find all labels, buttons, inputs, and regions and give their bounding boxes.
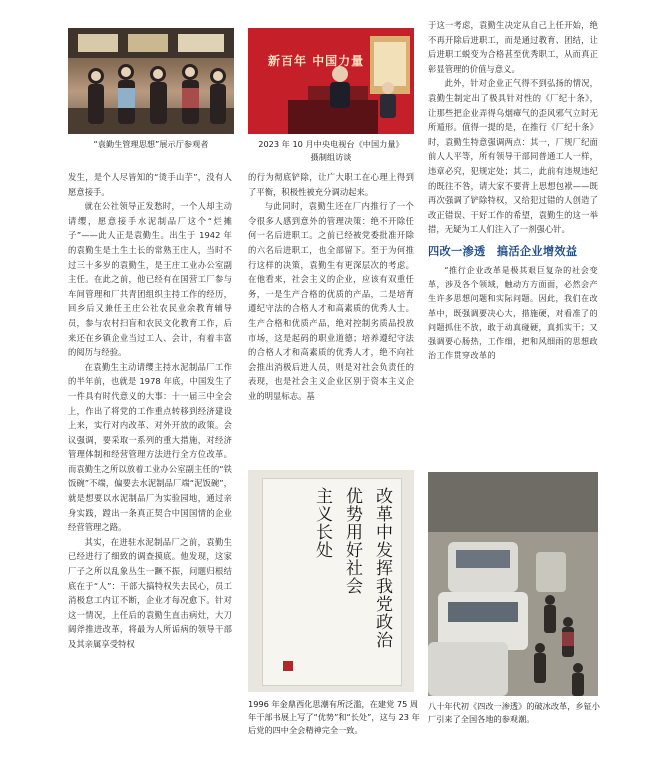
text-column-2 <box>248 170 414 404</box>
tv-banner-text: 新百年 中国力量 <box>268 54 365 68</box>
col1-paragraph-3: 在袁勤生主动请缨主持水泥制品厂工作的半年前，也就是 1978 年底，中国发生了一件具有时代意义的大事：十一届三中全会上，作出了将党的工作重点转移到经济建设上来，实行对内改革、对外开放的政策。会议强调，要采取一系列的重大措施，对经济管理体制和经营管理方法进行全方位改革。而袁勤生之所以放着工业办公室副主任的“铁饭碗”不端，偏要去水泥制品厂端“泥饭碗”，就是想要以水泥制品厂为实验园地，通过亲身实践，蹚出一条真正契合中国国情的企业经营管理之路。 <box>68 361 232 533</box>
col1-paragraph-1: 发生，是个人尽皆知的“烫手山芋”，没有人愿意接手。 <box>68 172 232 197</box>
col2-paragraph-2: 与此同时，袁勤生还在厂内推行了一个令很多人感到意外的管理决策：绝不开除任何一名后进职工。之前已经被党委批准开除的六名后进职工，也全部留下。至于为何推行这样的决策，袁勤生有更深层次的考虑。在他看来，社会主义的企业，应该有双重任务，一是生产合格的优质的产品，二是培育遵纪守法的合格人才和高素质的优秀人士。生产合格和优质产品，绝对控制劣质品投放市场，这是起码的职业道德；培养遵纪守法的合格人才和高素质的优秀人才，绝不向社会推出消极后进人员，则是对社会负责任的表现，也是社会主义企业区别于资本主义企业的明显标志。基 <box>248 201 414 401</box>
tv-caption-line1: 2023 年 10 月中央电视台《中国力量》 <box>258 139 404 149</box>
col3-paragraph-2: 此外，针对企业正气得不到弘扬的情况，袁勤生制定出了极具针对性的《厂纪十条》，让那些把企业弄得乌烟瘴气的歪风邪气立时无所遁形。值得一提的是，在推行《厂纪十条》时，袁勤生特意强调两点：其一，厂规厂纪面前人人平等，所有领导干部同普通工人一样，违章必究，犯规定处；其二，此前有违规违纪的既往不咎，请大家不要背上思想包袱——既再次强调了铲除特权，又给犯过错的人创造了改正错误、干好工作的希望，袁勤生的这一举措，无疑为工人们注入了一剂强心针。 <box>428 78 598 235</box>
tv-caption-line2: 摄制组访谈 <box>310 152 352 162</box>
exhibition-photo-caption: “袁勤生管理思想”展示厅参观者 <box>93 139 209 149</box>
calligraphy-column-2: 优势用好社会 <box>342 487 362 595</box>
tv-interview-photo <box>248 28 414 134</box>
col1-paragraph-2: 就在公社领导正发愁时，一个人却主动请缨，愿意接手水泥制品厂这个“烂摊子”——此人正是袁勤生。出生于 1942 年的袁勤生是土生土长的常熟王庄人，当时不过三十多岁的袁勤生，是王庄工业办公室副主任。在此之前，他已经有在国营工厂参与车间管理和厂共青团组织主持工作的经历，回乡后又兼任王庄公社农民业余教育辅导员，参与农村扫盲和农民文化教育工作，后来还在乡镇企业当过工人、会计，有着丰富的阅历与经验。 <box>68 201 232 358</box>
exhibition-hall-photo <box>68 28 234 134</box>
exhibition-hall-illustration <box>68 28 234 134</box>
col3-paragraph-1: 于这一考虑，袁勤生决定从自己上任开始，绝不再开除后进职工，而是通过教育、团结，让后进职工蜕变为合格甚至优秀职工，从而真正彰显管理的价值与意义。 <box>428 20 598 74</box>
calligraphy-seal <box>283 661 293 671</box>
street-scene-illustration <box>428 472 598 696</box>
col3-quote: “推行企业改革是极其艰巨复杂的社会变革，涉及各个领域，触动方方面面，必然会产生许多思想问题和实际问题。因此，我们在改革中，既强调要决心大，措施硬，对看准了的问题抓住不放，敢于动真碰硬，真抓实干；又强调要心肠热，工作细，把和风细雨的思想政治工作贯穿改革的 <box>428 264 598 361</box>
col1-paragraph-4: 其实，在进驻水泥制品厂之前，袁勤生已经进行了细致的调查摸底。他发现，这家厂子之所以乱象丛生一蹶不振，问题归根结底在于“人”：干部大搞特权失去民心，员工消极怠工内讧不断，企业才每况愈下。针对这一情况，上任后的袁勤生直击病灶，大刀阔斧推进改革，将最为人所诟病的领导干部及其亲属享受特权 <box>68 536 232 649</box>
text-column-3 <box>428 18 598 362</box>
calligraphy-photo <box>248 470 414 692</box>
text-column-1 <box>68 170 232 652</box>
calligraphy-scroll <box>262 478 402 686</box>
calligraphy-column-3: 主义长处 <box>312 487 332 559</box>
calligraphy-photo-caption: 1996 年金鼎西化思潮有所泛滥，在建党 75 周年干部书展上写了“优势”和“长处”，这与 23 年后党的四中全会精神完全一致。 <box>248 699 420 735</box>
tv-photo-caption <box>248 138 414 164</box>
calligraphy-column-1: 改革中发挥我党政治 <box>372 487 392 649</box>
section-heading: 四改一渗透 搞活企业增效益 <box>428 243 578 258</box>
col2-paragraph-1: 的行为彻底铲除，让广大职工在心理上得到了平衡，积极性被充分调动起来。 <box>248 172 414 197</box>
street-photo-caption: 八十年代初《四改一渗透》的破冰改革，乡钲小厂引来了全国各地的参观潮。 <box>428 701 600 724</box>
tv-studio-illustration <box>248 28 414 134</box>
street-scene-photo <box>428 472 598 696</box>
